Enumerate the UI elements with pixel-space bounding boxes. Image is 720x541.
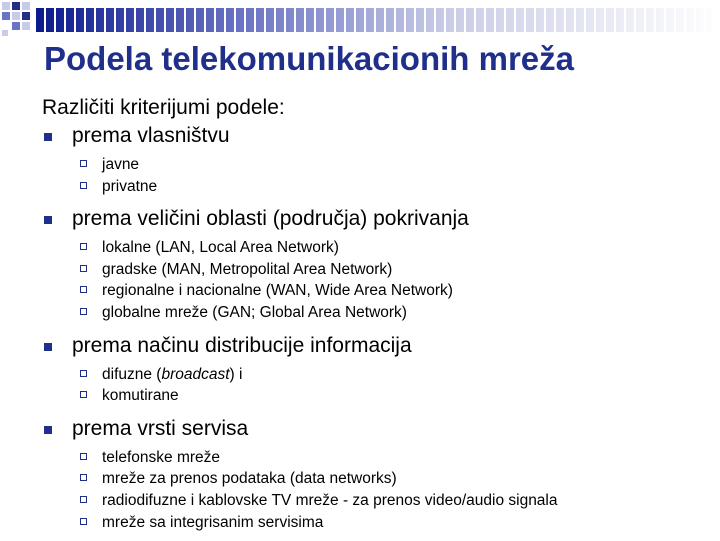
section-service-type <box>42 415 710 443</box>
list-item-text: privatne <box>102 177 158 195</box>
list-item-text: radiodifuzne i kablovske TV mreže - za prenos video/audio signala <box>102 491 558 509</box>
filled-square-bullet-icon <box>44 343 52 351</box>
filled-square-bullet-icon <box>44 426 52 434</box>
hollow-square-bullet-icon <box>80 474 87 481</box>
list-item-text: gradske (MAN, Metropolital Area Network) <box>102 260 393 278</box>
list-item <box>42 385 710 407</box>
decorative-header-band <box>36 8 720 32</box>
section-coverage-area <box>42 205 710 233</box>
list-item <box>42 364 710 386</box>
list-item <box>42 237 710 259</box>
section-ownership <box>42 122 710 150</box>
list-item <box>42 176 710 198</box>
hollow-square-bullet-icon <box>80 518 87 525</box>
hollow-square-bullet-icon <box>80 391 87 398</box>
list-item <box>42 490 710 512</box>
list-item-text: telefonske mreže <box>102 448 221 466</box>
hollow-square-bullet-icon <box>80 496 87 503</box>
hollow-square-bullet-icon <box>80 453 87 460</box>
hollow-square-bullet-icon <box>80 182 87 189</box>
list-item <box>42 154 710 176</box>
filled-square-bullet-icon <box>44 216 52 224</box>
filled-square-bullet-icon <box>44 133 52 141</box>
hollow-square-bullet-icon <box>80 265 87 272</box>
list-item-emphasis: broadcast <box>161 365 230 383</box>
section-heading: prema vrsti servisa <box>72 416 249 440</box>
list-item-text: mreže za prenos podataka (data networks) <box>102 470 397 488</box>
hollow-square-bullet-icon <box>80 243 87 250</box>
section-heading: prema načinu distribucije informacija <box>72 333 412 357</box>
list-item-text: globalne mreže (GAN; Global Area Network) <box>102 303 407 321</box>
section-heading: prema vlasništvu <box>72 124 230 147</box>
list-item-text: difuzne ( <box>102 365 162 383</box>
section-distribution-items <box>42 364 710 407</box>
section-heading: prema veličini oblasti (područja) pokrivanja <box>72 207 469 231</box>
hollow-square-bullet-icon <box>80 160 87 167</box>
intro-text: Različiti kriterijumi podele: <box>42 96 285 119</box>
list-item <box>42 447 710 469</box>
list-item <box>42 302 710 324</box>
list-item-text: komutirane <box>102 387 179 405</box>
section-service-type-items <box>42 447 710 533</box>
slide-title: Podela telekomunikacionih mreža <box>44 40 574 77</box>
list-item <box>42 280 710 302</box>
list-item-text: ) i <box>229 365 243 383</box>
section-ownership-items <box>42 154 710 197</box>
list-item <box>42 468 710 490</box>
section-coverage-area-items <box>42 237 710 323</box>
list-item-text: javne <box>102 156 140 173</box>
list-item-text: mreže sa integrisanim servisima <box>102 513 324 531</box>
hollow-square-bullet-icon <box>80 370 87 377</box>
hollow-square-bullet-icon <box>80 286 87 293</box>
list-item <box>42 259 710 281</box>
section-distribution <box>42 332 710 360</box>
list-item <box>42 512 710 534</box>
slide-content <box>42 94 710 541</box>
list-item-text: lokalne (LAN, Local Area Network) <box>102 239 339 257</box>
list-item-text: regionalne i nacionalne (WAN, Wide Area Network) <box>102 282 453 300</box>
hollow-square-bullet-icon <box>80 308 87 315</box>
